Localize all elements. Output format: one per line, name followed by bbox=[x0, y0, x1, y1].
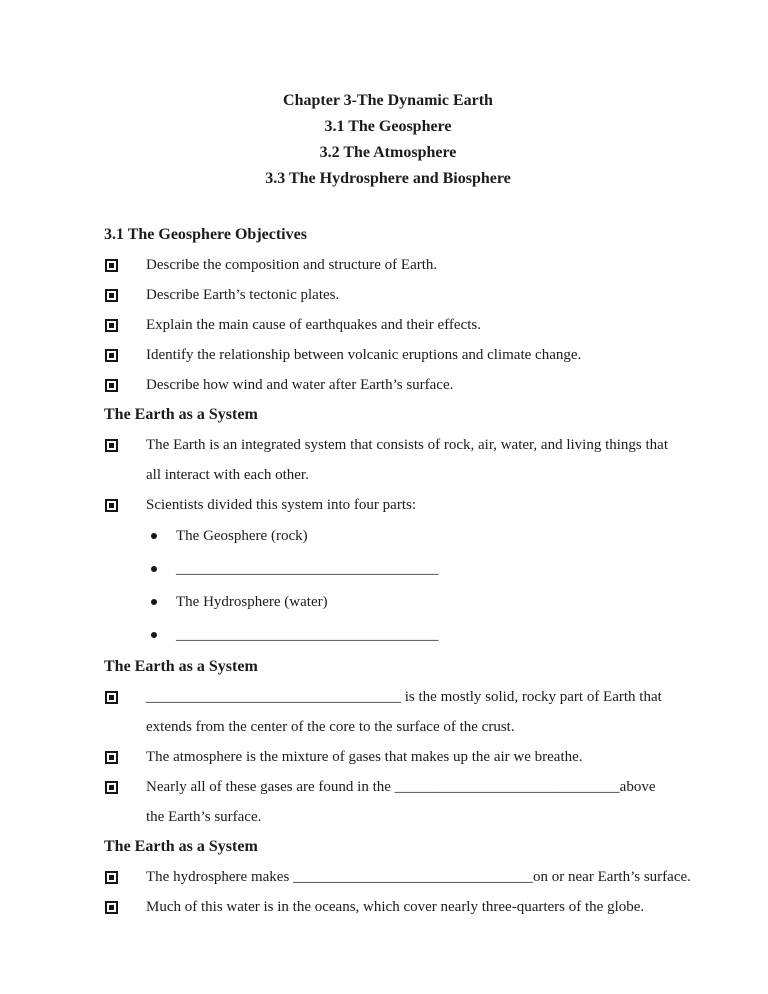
bullet-text: __________________________________ is the mostly solid, rocky part of Earth that bbox=[146, 689, 662, 705]
doc-title-line-2: 3.1 The Geosphere bbox=[324, 118, 452, 135]
bullet-text: Much of this water is in the oceans, which cover nearly three-quarters of the globe. bbox=[146, 899, 645, 915]
sub-bullet-blank: ___________________________________ bbox=[176, 561, 439, 577]
bullet-text: extends from the center of the core to the surface of the crust. bbox=[146, 719, 515, 735]
section-heading-earth-system-3: The Earth as a System bbox=[104, 838, 258, 855]
sub-bullet-text: The Hydrosphere (water) bbox=[176, 594, 328, 610]
square-bullet-icon bbox=[105, 691, 118, 704]
section-heading-earth-system-1: The Earth as a System bbox=[104, 406, 258, 423]
bullet-text: The Earth is an integrated system that consists of rock, air, water, and living things that bbox=[146, 437, 669, 453]
sub-bullet-blank: ___________________________________ bbox=[176, 627, 439, 643]
bullet-text: Describe the composition and structure of Earth. bbox=[146, 257, 438, 273]
section-heading-objectives: 3.1 The Geosphere Objectives bbox=[104, 226, 307, 243]
doc-title-line-4: 3.3 The Hydrosphere and Biosphere bbox=[265, 170, 511, 187]
square-bullet-icon bbox=[105, 781, 118, 794]
square-bullet-icon bbox=[105, 379, 118, 392]
bullet-text: The atmosphere is the mixture of gases that makes up the air we breathe. bbox=[146, 749, 583, 765]
doc-title-line-1: Chapter 3-The Dynamic Earth bbox=[283, 92, 493, 109]
square-bullet-icon bbox=[105, 289, 118, 302]
bullet-item bbox=[104, 280, 672, 310]
round-bullet-icon bbox=[151, 533, 157, 539]
document-body bbox=[104, 220, 691, 922]
bullet-item bbox=[104, 250, 672, 280]
bullet-item bbox=[104, 310, 672, 340]
square-bullet-icon bbox=[105, 349, 118, 362]
bullet-text: Nearly all of these gases are found in the ______________________________above bbox=[146, 779, 656, 795]
sub-bullet-text: The Geosphere (rock) bbox=[176, 528, 308, 544]
sub-bullet-item bbox=[148, 520, 672, 553]
square-bullet-icon bbox=[105, 259, 118, 272]
square-bullet-icon bbox=[105, 319, 118, 332]
bullet-item bbox=[104, 682, 672, 742]
doc-title-line-3: 3.2 The Atmosphere bbox=[319, 144, 457, 161]
bullet-text: Describe Earth’s tectonic plates. bbox=[146, 287, 340, 303]
bullet-text: Describe how wind and water after Earth’s surface. bbox=[146, 377, 454, 393]
bullet-text: Identify the relationship between volcanic eruptions and climate change. bbox=[146, 347, 582, 363]
square-bullet-icon bbox=[105, 499, 118, 512]
bullet-item bbox=[104, 892, 672, 922]
section-heading-earth-system-2: The Earth as a System bbox=[104, 658, 258, 675]
bullet-text: the Earth’s surface. bbox=[146, 809, 262, 825]
bullet-text: all interact with each other. bbox=[146, 467, 309, 483]
square-bullet-icon bbox=[105, 901, 118, 914]
square-bullet-icon bbox=[105, 751, 118, 764]
bullet-item bbox=[104, 340, 672, 370]
bullet-item bbox=[104, 862, 691, 892]
bullet-item bbox=[104, 370, 672, 400]
bullet-item bbox=[104, 490, 672, 520]
bullet-item bbox=[104, 742, 672, 772]
sub-bullet-item bbox=[148, 619, 672, 652]
bullet-text: Scientists divided this system into four parts: bbox=[146, 497, 416, 513]
sub-bullet-list bbox=[104, 520, 672, 652]
square-bullet-icon bbox=[105, 439, 118, 452]
document-title-block bbox=[104, 88, 672, 192]
sub-bullet-item bbox=[148, 553, 672, 586]
bullet-item bbox=[104, 430, 672, 490]
round-bullet-icon bbox=[151, 599, 157, 605]
sub-bullet-item bbox=[148, 586, 672, 619]
bullet-text: The hydrosphere makes ________________________________on or near Earth’s surface. bbox=[146, 869, 691, 885]
round-bullet-icon bbox=[151, 566, 157, 572]
bullet-text: Explain the main cause of earthquakes and their effects. bbox=[146, 317, 482, 333]
square-bullet-icon bbox=[105, 871, 118, 884]
round-bullet-icon bbox=[151, 632, 157, 638]
bullet-item bbox=[104, 772, 672, 832]
